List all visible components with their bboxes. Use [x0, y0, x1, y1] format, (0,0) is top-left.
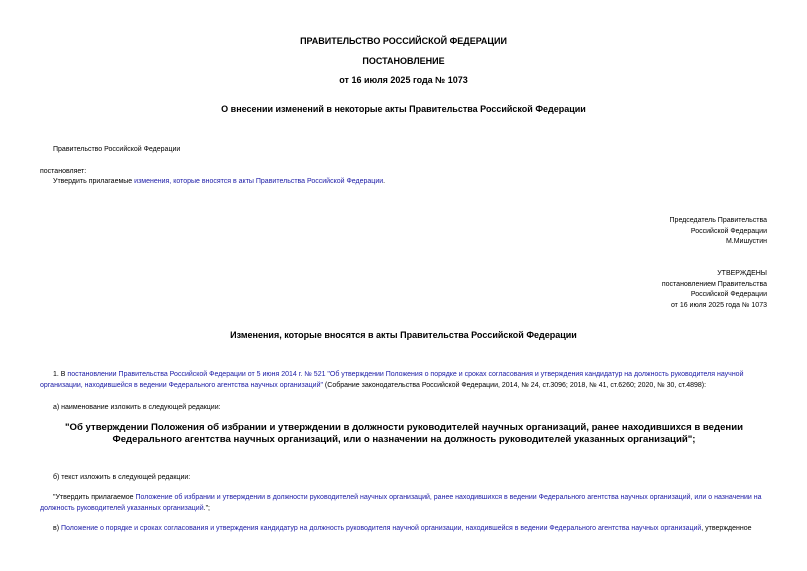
quote-b-suffix: .";	[203, 504, 210, 512]
document-type: ПОСТАНОВЛЕНИЕ	[362, 56, 445, 66]
item-b-text: б) текст изложить в следующей редакции:	[53, 474, 191, 481]
approved-block	[662, 269, 767, 311]
quote-b-link[interactable]: Положение об избрании и утверждении в должности руководителей научных организаций, ранее находившихся в ведении Федерального агентства научных организаций, или о назначении на должность руководителей указанных организаций	[40, 494, 762, 512]
approved-country: Российской Федерации	[690, 291, 767, 298]
approved-label: УТВЕРЖДЕНЫ	[717, 270, 767, 277]
item1-suffix: (Собрание законодательства Российской Федерации, 2014, № 24, ст.3096; 2018, № 41, ст.6260; 2020, № 30, ст.4898):	[322, 381, 707, 389]
signature-name: М.Мишустин	[725, 238, 767, 245]
item-v	[40, 524, 768, 535]
decides-text: постановляет:	[40, 168, 87, 175]
approve-suffix: .	[383, 178, 386, 185]
signature-block	[670, 216, 767, 248]
document-date: от 16 июля 2025 года № 1073	[339, 75, 468, 85]
change-item-1	[40, 370, 768, 391]
item-a-text: а) наименование изложить в следующей редакции:	[53, 404, 221, 411]
item1-prefix: 1. В	[53, 371, 68, 378]
issuer-text: Правительство Российской Федерации	[53, 146, 181, 153]
item-v-prefix: в)	[53, 525, 61, 532]
signature-position: Председатель Правительства	[669, 217, 767, 224]
item-v-suffix: , утвержденное	[701, 525, 752, 532]
government-heading: ПРАВИТЕЛЬСТВО РОССИЙСКОЙ ФЕДЕРАЦИИ	[300, 36, 507, 46]
approve-prefix: Утвердить прилагаемые	[53, 178, 135, 185]
document-title: О внесении изменений в некоторые акты Правительства Российской Федерации	[221, 104, 586, 114]
item-v-link[interactable]: Положение о порядке и сроках согласования и утверждения кандидатур на должность руководителя научной организации, находившейся в ведении Федерального агентства научных организаций	[61, 525, 702, 532]
approve-paragraph	[53, 177, 385, 187]
approve-link[interactable]: изменения, которые вносятся в акты Правительства Российской Федерации	[134, 178, 384, 185]
approved-by: постановлением Правительства	[661, 280, 767, 288]
approved-date: от 16 июля 2025 года № 1073	[670, 301, 767, 309]
item1-link[interactable]: постановлении Правительства Российской Федерации от 5 июня 2014 г. № 521 "Об утверждении Положения о порядке и сроках согласования и утверждения кандидатур на должность руководителя научной организации, находившейся в ведении Федерального агентства научных организаций"	[40, 371, 744, 389]
changes-title: Изменения, которые вносятся в акты Правительства Российской Федерации	[230, 330, 577, 340]
quote-a: "Об утверждении Положения об избрании и утверждении в должности руководителей научных организаций, ранее находившихся в ведении Федерального агентства научных организаций, или о назначении на должность руководителей указанных организаций";	[64, 422, 744, 445]
quote-b-prefix: "Утвердить прилагаемое	[53, 494, 136, 501]
signature-country: Российской Федерации	[690, 227, 767, 235]
quote-b	[40, 493, 768, 514]
